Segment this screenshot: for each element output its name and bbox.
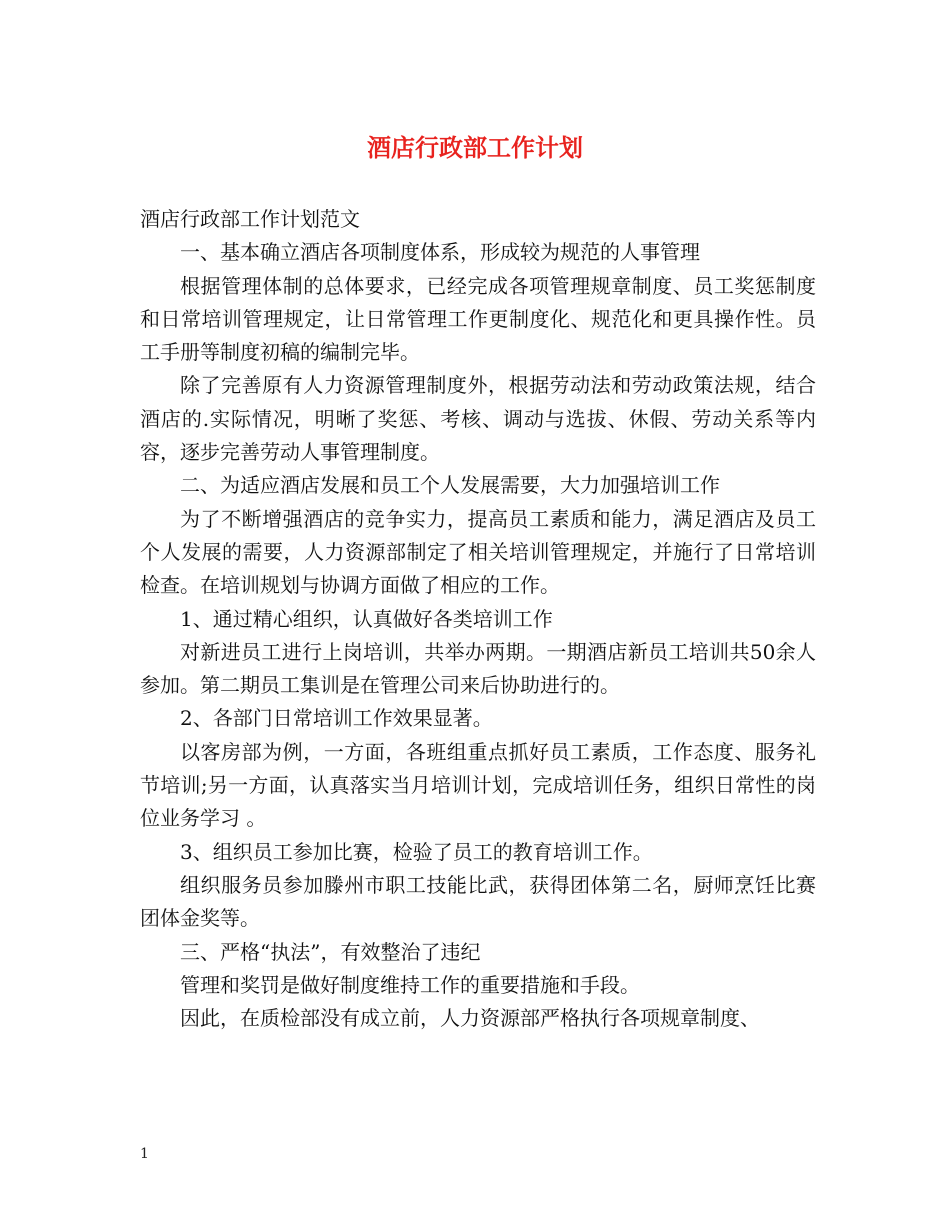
paragraph: 根据管理体制的总体要求，已经完成各项管理规章制度、员工奖惩制度和日常培训管理规定，让日常管理工作更制度化、规范化和更具操作性。员工手册等制度初稿的编制完毕。 — [140, 273, 816, 365]
document-title: 酒店行政部工作计划 — [367, 133, 583, 162]
paragraph-item-heading: 2、各部门日常培训工作效果显著。 — [180, 706, 493, 731]
paragraph: 因此，在质检部没有成立前，人力资源部严格执行各项规章制度、 — [180, 1006, 760, 1031]
paragraph: 管理和奖罚是做好制度维持工作的重要措施和手段。 — [180, 972, 640, 997]
page-number: 1 — [140, 1146, 149, 1162]
paragraph: 除了完善原有人力资源管理制度外，根据劳动法和劳动政策法规，结合酒店的.实际情况，明晰了奖惩、考核、调动与选拔、休假、劳动关系等内容，逐步完善劳动人事管理制度。 — [140, 373, 816, 465]
paragraph-item-heading: 1、通过精心组织，认真做好各类培训工作 — [180, 606, 553, 631]
paragraph-subtitle: 酒店行政部工作计划范文 — [140, 207, 360, 231]
paragraph: 为了不断增强酒店的竞争实力，提高员工素质和能力，满足酒店及员工个人发展的需要，人力资源部制定了相关培训管理规定，并施行了日常培训检查。在培训规划与协调方面做了相应的工作。 — [140, 506, 816, 598]
paragraph-section-heading: 二、为适应酒店发展和员工个人发展需要，大力加强培训工作 — [180, 473, 720, 498]
paragraph: 以客房部为例，一方面，各班组重点抓好员工素质，工作态度、服务礼节培训;另一方面，认真落实当月培训计划，完成培训任务，组织日常性的岗位业务学习 。 — [140, 739, 816, 831]
paragraph: 对新进员工进行上岗培训，共举办两期。一期酒店新员工培训共50余人参加。第二期员工集训是在管理公司来后协助进行的。 — [140, 639, 816, 698]
paragraph: 组织服务员参加滕州市职工技能比武，获得团体第二名，厨师烹饪比赛团体金奖等。 — [140, 872, 816, 931]
paragraph-section-heading: 一、基本确立酒店各项制度体系，形成较为规范的人事管理 — [180, 240, 700, 265]
paragraph-section-heading: 三、严格“执法”，有效整治了违纪 — [180, 939, 481, 964]
paragraph-item-heading: 3、组织员工参加比赛，检验了员工的教育培训工作。 — [180, 839, 653, 864]
document-body — [140, 203, 816, 1035]
